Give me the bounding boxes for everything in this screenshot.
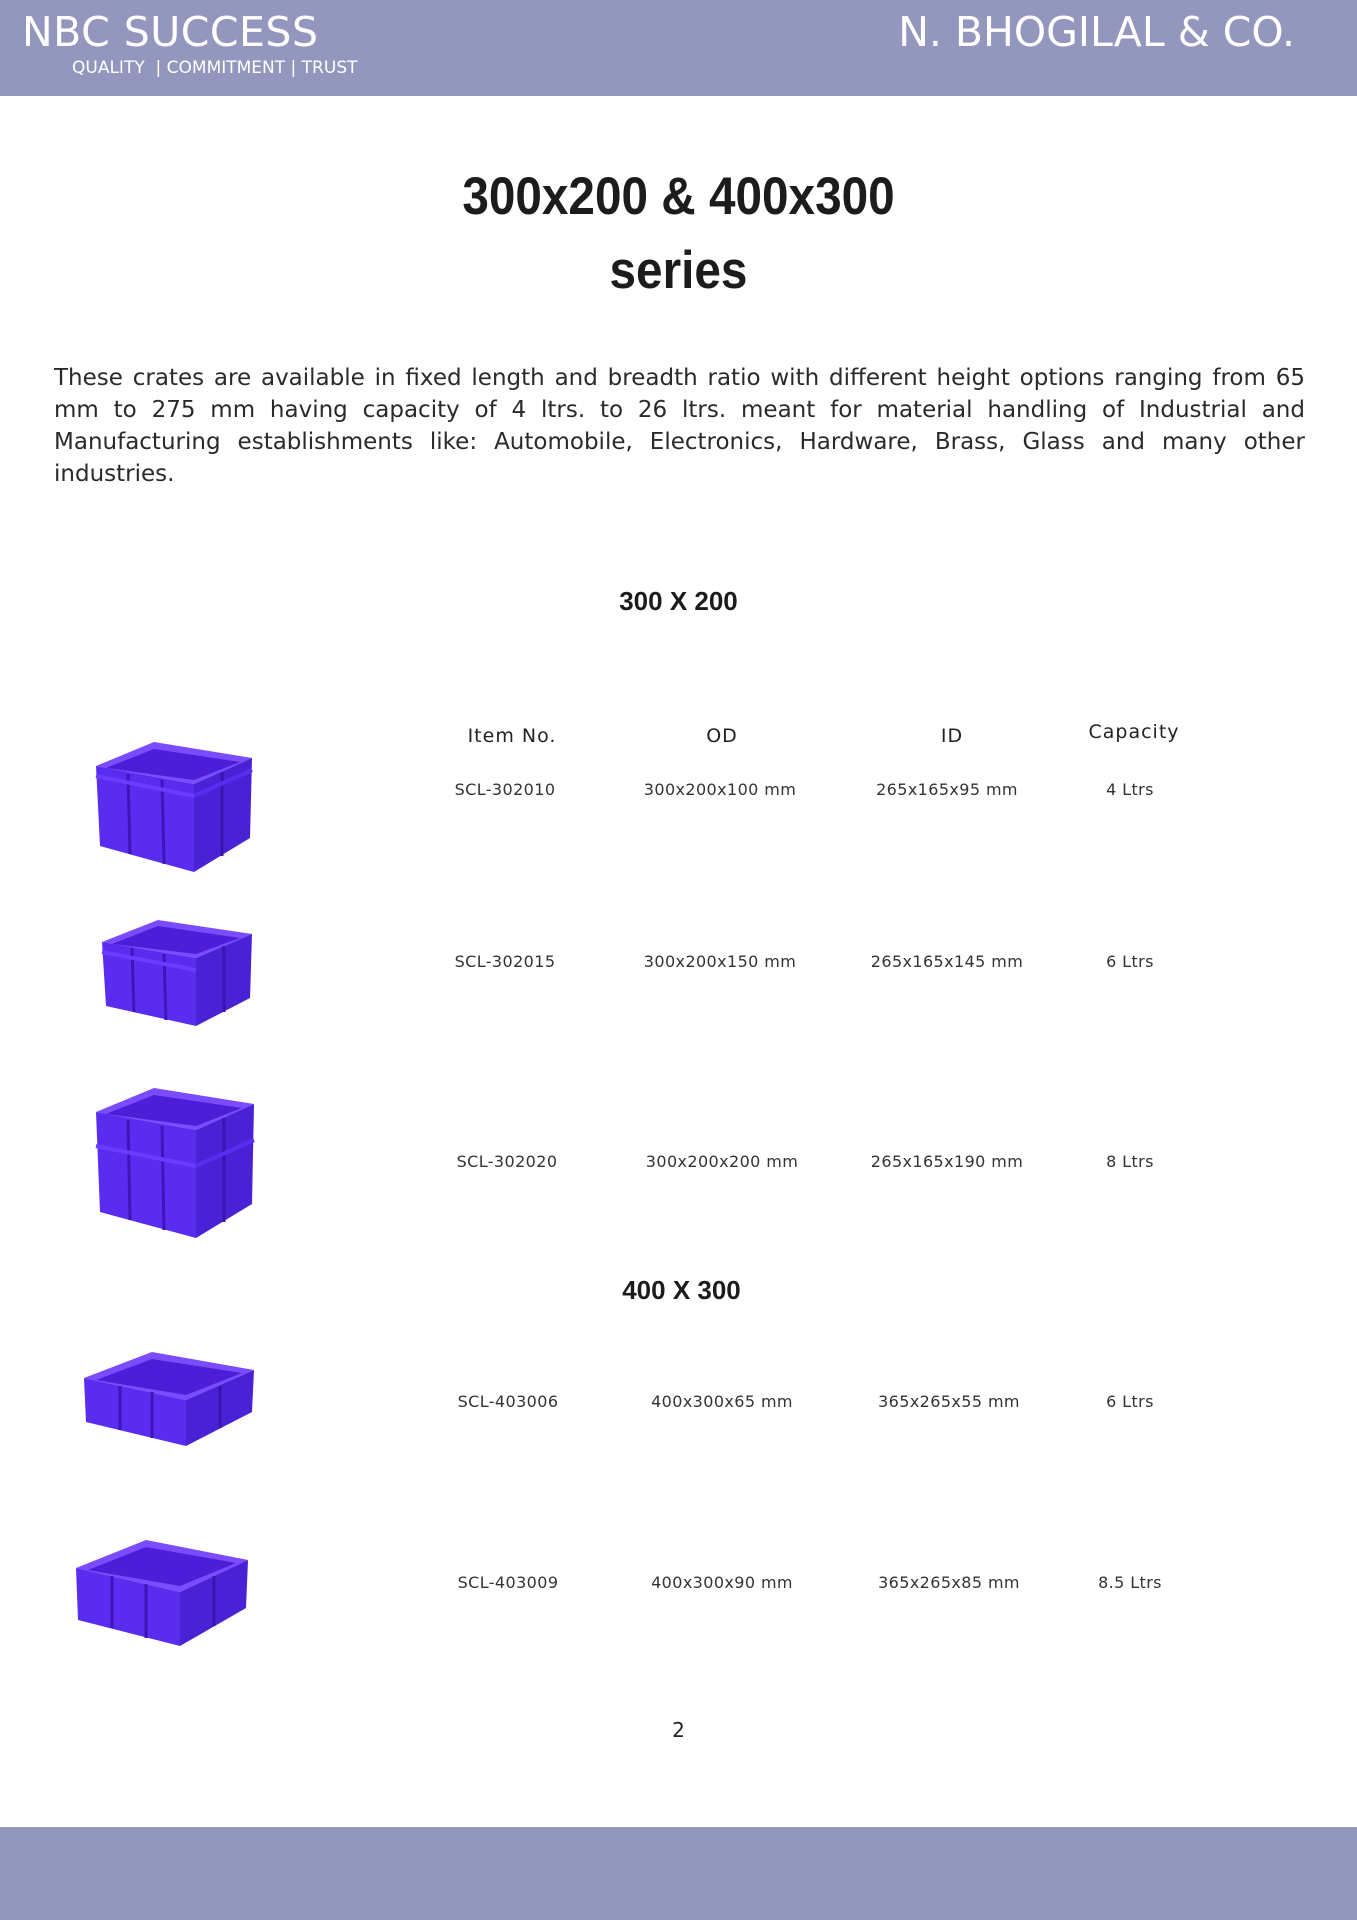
inner-dimensions: 365x265x55 mm (878, 1392, 1020, 1411)
brand-name: NBC SUCCESS (22, 8, 319, 56)
column-header-capacity: Capacity (1088, 721, 1180, 743)
outer-dimensions: 300x200x150 mm (643, 952, 797, 971)
page-title-line-2: series (609, 241, 748, 300)
capacity: 8 Ltrs (1106, 1152, 1154, 1171)
column-header-id: ID (940, 725, 964, 747)
capacity: 4 Ltrs (1106, 780, 1154, 799)
header-band (0, 0, 1357, 96)
page-title (68, 160, 1289, 308)
item-number: SCL-302010 (454, 780, 556, 799)
capacity: 8.5 Ltrs (1098, 1573, 1162, 1592)
crate-image-scl-302020 (92, 1086, 258, 1240)
column-header-item-no: Item No. (467, 725, 557, 747)
outer-dimensions: 300x200x100 mm (643, 780, 797, 799)
brand-tagline: QUALITY | COMMITMENT | TRUST (72, 58, 358, 78)
outer-dimensions: 400x300x65 mm (651, 1392, 793, 1411)
inner-dimensions: 265x165x95 mm (876, 780, 1018, 799)
item-number: SCL-403009 (457, 1573, 559, 1592)
item-number: SCL-302015 (454, 952, 556, 971)
intro-paragraph: These crates are available in fixed length and breadth ratio with different height options ranging from 65 mm to 275 mm having capacity of 4 ltrs. to 26 ltrs. meant for material handling of Industrial and Manufacturing establishments like: Automobile, Electronics, Hardware, Brass, Glass and many other industries. (54, 365, 1305, 487)
outer-dimensions: 300x200x200 mm (645, 1152, 799, 1171)
crate-image-scl-302015 (98, 918, 256, 1028)
page-number: 2 (672, 1718, 685, 1742)
item-number: SCL-403006 (457, 1392, 559, 1411)
section-heading-300x200: 300 X 200 (619, 586, 738, 616)
crate-image-scl-403009 (74, 1538, 250, 1648)
capacity: 6 Ltrs (1106, 1392, 1154, 1411)
inner-dimensions: 365x265x85 mm (878, 1573, 1020, 1592)
company-name: N. BHOGILAL & CO. (898, 8, 1295, 56)
column-header-od: OD (706, 725, 738, 747)
inner-dimensions: 265x165x190 mm (870, 1152, 1024, 1171)
page-title-line-1: 300x200 & 400x300 (462, 167, 895, 226)
capacity: 6 Ltrs (1106, 952, 1154, 971)
outer-dimensions: 400x300x90 mm (651, 1573, 793, 1592)
footer-band (0, 1827, 1357, 1920)
inner-dimensions: 265x165x145 mm (870, 952, 1024, 971)
crate-image-scl-403006 (82, 1350, 256, 1448)
section-heading-400x300: 400 X 300 (622, 1275, 741, 1305)
crate-image-scl-302010 (92, 740, 256, 875)
item-number: SCL-302020 (456, 1152, 558, 1171)
